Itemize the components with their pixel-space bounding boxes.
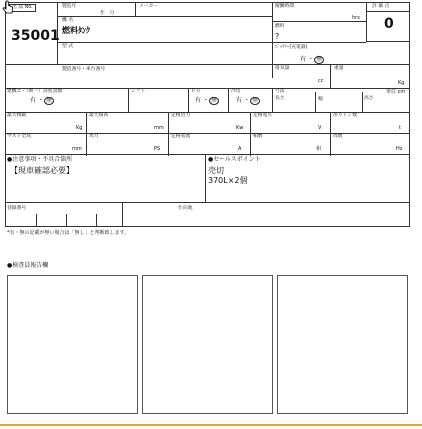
max-lift-unit: mm (154, 125, 164, 131)
divider (135, 2, 136, 16)
divider (330, 64, 331, 88)
battery-label: ﾊﾞｯﾃﾘｰ(充電器) (275, 45, 308, 50)
selling-line1: 売切 (208, 166, 224, 175)
selling-label: ●セールスポイント (208, 156, 261, 163)
divider (5, 154, 410, 155)
construction-value: 有 ・ 無 (30, 97, 52, 104)
cooling-label: 冷房 (231, 89, 241, 94)
divider (250, 112, 251, 156)
max-load-label: 最大積載 (7, 113, 27, 118)
hours-unit: hrs (352, 15, 360, 21)
cycle-unit: Hz (396, 146, 403, 152)
rated-current-label: 定格電流 (171, 134, 191, 139)
hoist-unit: t (399, 125, 401, 131)
horsepower-label: 馬力 (89, 134, 99, 139)
mast-unit: mm (72, 146, 82, 152)
exhaust-unit: cc (318, 78, 324, 84)
divider (168, 112, 169, 156)
inspector-label: ●検査員報告欄 (7, 262, 49, 269)
maker-label: メーカー (139, 4, 159, 9)
lot-number-label: 出 品 No. (9, 4, 36, 12)
dim-length: 長さ (275, 96, 285, 101)
hours-label: 稼働時間 (275, 4, 295, 9)
divider (128, 88, 129, 112)
weight-unit: Kg (398, 80, 405, 86)
phase-unit: 相 (316, 146, 322, 152)
cooling-circled: 無 (251, 97, 258, 104)
divider (205, 154, 206, 202)
pto-value: 有 ・ 無 (195, 97, 217, 104)
divider (58, 16, 272, 17)
dim-unit: 単位 cm (386, 89, 406, 95)
caution-value: 【現車確認必要】 (10, 166, 74, 175)
construction-label: 建機エ・（吸一）該度書類 (7, 89, 63, 94)
divider (188, 88, 189, 112)
max-lift-label: 最大揚高 (89, 113, 109, 118)
divider (367, 11, 409, 12)
destination-label: 仕向地 (178, 206, 193, 211)
divider (228, 88, 229, 112)
shift-label: シフト (131, 89, 146, 94)
divider (272, 2, 273, 78)
photo-box-1 (7, 275, 138, 414)
horsepower-unit: PS (154, 146, 161, 152)
divider (330, 112, 331, 156)
fuel-label: 燃料 (275, 24, 285, 29)
battery-circled: 無 (315, 56, 322, 63)
exhaust-label: 排気量 (275, 66, 290, 71)
reg-no-label: 登録番号 (7, 206, 27, 211)
rated-output-label: 定格出力 (171, 113, 191, 118)
dim-height: 高さ (364, 96, 374, 101)
hand-cursor-icon (2, 0, 14, 16)
caution-label: ●注意事項・不具合箇所 (7, 156, 73, 163)
construction-circled: 無 (45, 97, 52, 104)
score-value: 0 (384, 16, 394, 32)
divider (272, 88, 273, 112)
divider (315, 92, 316, 112)
divider (272, 42, 366, 43)
divider (5, 202, 410, 203)
score-label: 評 価 点 (372, 4, 390, 9)
hoist-label: 吊りトン数 (333, 113, 357, 118)
divider (66, 214, 67, 226)
divider (362, 92, 363, 112)
cooling-value: 有 ・ 無 (236, 97, 258, 104)
machine-name-value: 燃料ﾀﾝｸ (62, 26, 90, 35)
divider (36, 214, 37, 226)
pto-circled: 無 (210, 97, 217, 104)
lot-number-value: 35001 (11, 28, 60, 44)
cycle-label: 周数 (333, 134, 343, 139)
fuel-value: ? (275, 32, 280, 41)
mast-label: マスト全高 (7, 134, 31, 139)
divider (86, 112, 87, 156)
rated-voltage-label: 定格電圧 (253, 113, 273, 118)
divider (272, 21, 366, 22)
year-unit: 年 月 (100, 11, 115, 16)
bottom-accent-line (0, 424, 422, 426)
divider (5, 88, 410, 89)
phase-label: 相数 (253, 134, 263, 139)
model-label: 型 式 (62, 44, 74, 49)
divider (122, 202, 123, 226)
dim-width: 幅 (318, 97, 323, 102)
machine-name-label: 機 名 (62, 18, 74, 23)
weight-label: 重量 (334, 66, 344, 71)
selling-line2: 370L×2個 (208, 176, 248, 185)
max-load-unit: Kg (76, 125, 83, 131)
divider (58, 42, 272, 43)
year-label: 製造年 (62, 4, 77, 9)
footnote: *有・無の記載が無い場合は「無し」と判断致します。 (7, 230, 130, 236)
divider (96, 214, 97, 226)
divider (5, 133, 410, 134)
rated-output-unit: Kw (236, 125, 244, 131)
serial-label: 製造番号・車台番号 (62, 67, 106, 72)
score-cell (366, 2, 410, 42)
photo-box-3 (277, 275, 408, 414)
divider (5, 64, 410, 65)
pto-label: Ｐｏ (191, 89, 201, 94)
rated-voltage-unit: V (318, 125, 322, 131)
dimension-label: 寸法 (275, 89, 285, 94)
battery-value: 有 ・ 無 (300, 56, 322, 63)
photo-box-2 (142, 275, 273, 414)
rated-current-unit: A (238, 146, 242, 152)
